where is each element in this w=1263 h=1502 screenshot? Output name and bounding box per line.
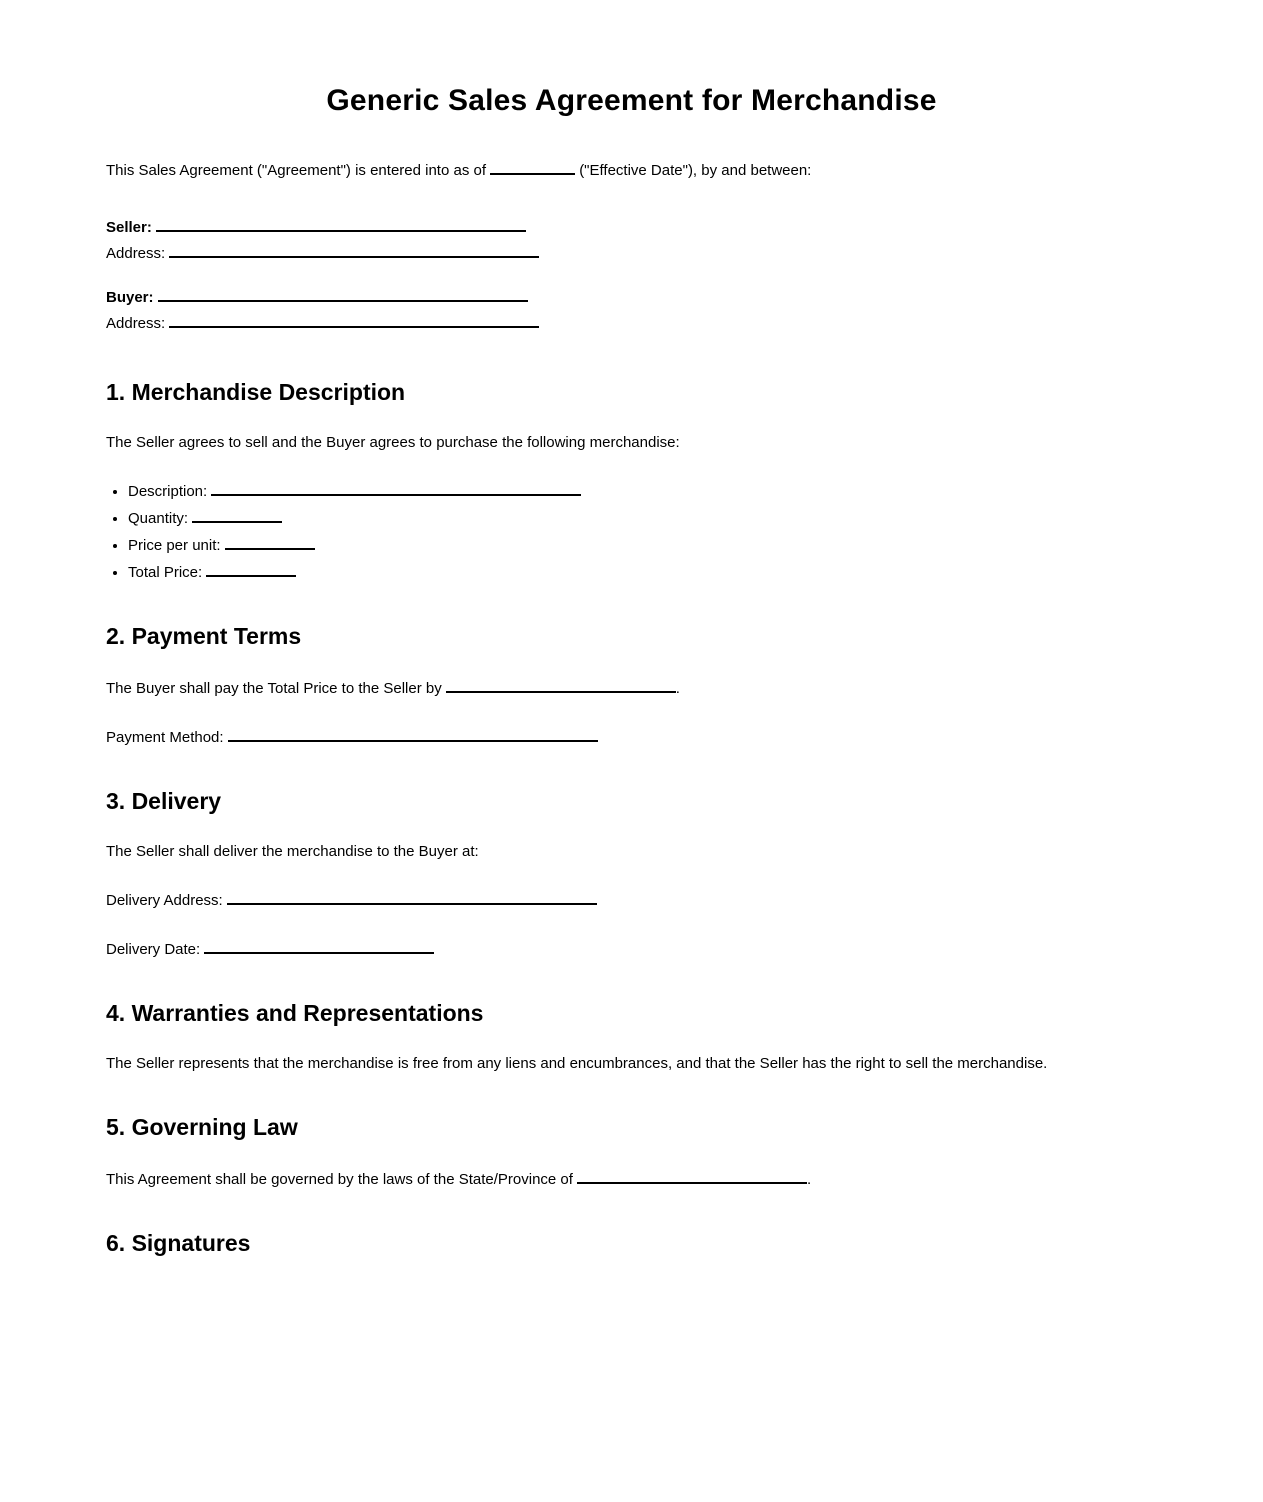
- buyer-address-label: Address:: [106, 315, 166, 332]
- quantity-blank: [192, 508, 282, 523]
- governing-law-text-before: This Agreement shall be governed by the laws of the State/Province of: [106, 1171, 573, 1188]
- payment-method-blank: [228, 727, 598, 742]
- delivery-address-label: Delivery Address:: [106, 892, 223, 909]
- governing-law-paragraph: [106, 1169, 1157, 1188]
- intro-text-before: This Sales Agreement ("Agreement") is entered into as of: [106, 162, 487, 179]
- seller-address-label: Address:: [106, 245, 166, 262]
- delivery-intro: The Seller shall deliver the merchandise to the Buyer at:: [106, 843, 479, 860]
- price-per-unit-label: Price per unit:: [128, 537, 221, 554]
- buyer-label: Buyer:: [106, 289, 154, 306]
- governing-law-text-after: .: [806, 1171, 812, 1188]
- delivery-address-blank: [227, 890, 597, 905]
- pay-text-before: The Buyer shall pay the Total Price to the Seller by: [106, 680, 442, 697]
- seller-label: Seller:: [106, 219, 152, 236]
- buyer-party-block: [106, 285, 1157, 337]
- payment-method-line: [106, 727, 1157, 746]
- document-title: Generic Sales Agreement for Merchandise: [326, 84, 937, 117]
- payment-terms-paragraph: [106, 678, 1157, 697]
- section-1-heading: 1. Merchandise Description: [106, 379, 406, 405]
- description-blank: [211, 481, 581, 496]
- pay-by-blank: [446, 678, 676, 693]
- seller-name-blank: [156, 217, 526, 232]
- merchandise-item-description: [128, 481, 1157, 500]
- merchandise-list: [106, 481, 1157, 581]
- section-1-intro: The Seller agrees to sell and the Buyer agrees to purchase the following merchandise:: [106, 434, 680, 451]
- price-per-unit-blank: [225, 535, 315, 550]
- section-6-heading: 6. Signatures: [106, 1230, 251, 1256]
- total-price-blank: [206, 562, 296, 577]
- quantity-label: Quantity:: [128, 510, 189, 527]
- total-price-label: Total Price:: [128, 564, 203, 581]
- effective-date-blank: [490, 160, 575, 175]
- merchandise-item-price-per-unit: [128, 535, 1157, 554]
- description-label: Description:: [128, 483, 208, 500]
- section-4-heading: 4. Warranties and Representations: [106, 1000, 484, 1026]
- payment-method-label: Payment Method:: [106, 729, 224, 746]
- section-5-heading: 5. Governing Law: [106, 1114, 298, 1140]
- delivery-date-blank: [204, 939, 434, 954]
- governing-state-blank: [577, 1169, 807, 1184]
- delivery-address-line: [106, 890, 1157, 909]
- delivery-date-line: [106, 939, 1157, 958]
- section-3-heading: 3. Delivery: [106, 788, 222, 814]
- buyer-name-blank: [158, 287, 528, 302]
- merchandise-item-total-price: [128, 562, 1157, 581]
- section-2-heading: 2. Payment Terms: [106, 623, 302, 649]
- intro-text-after: ("Effective Date"), by and between:: [579, 162, 812, 179]
- seller-address-blank: [169, 243, 539, 258]
- delivery-date-label: Delivery Date:: [106, 941, 201, 958]
- buyer-address-blank: [169, 313, 539, 328]
- merchandise-item-quantity: [128, 508, 1157, 527]
- warranties-paragraph: The Seller represents that the merchandise is free from any liens and encumbrances, and that the Seller has the right to sell the merchandise.: [106, 1055, 1048, 1072]
- pay-text-after: .: [675, 680, 680, 697]
- intro-paragraph: [106, 160, 1157, 179]
- seller-party-block: [106, 215, 1157, 267]
